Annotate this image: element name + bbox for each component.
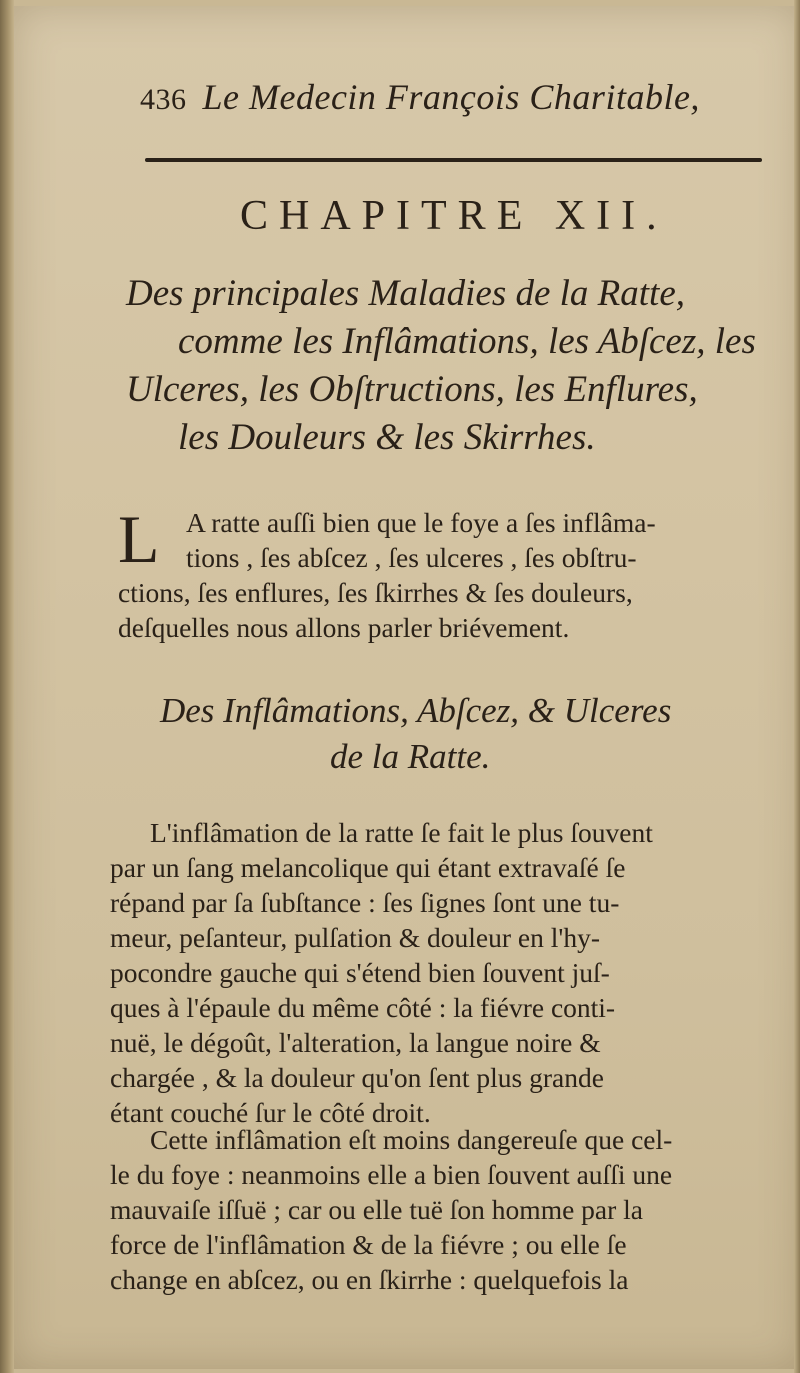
text-line: deſquelles nous allons parler briévement. [118, 612, 570, 643]
chapter-title [126, 270, 776, 462]
text-line: force de l'inflâmation & de la fiévre ; ou elle ſe [110, 1229, 627, 1260]
text-line: pocondre gauche qui s'étend bien ſouvent juſ- [110, 957, 610, 988]
text-line: étant couché ſur le côté droit. [110, 1097, 431, 1128]
text-line: tions , ſes abſcez , ſes ulceres , ſes obſtru- [186, 542, 637, 573]
text-line: nuë, le dégoût, l'alteration, la langue noire & [110, 1027, 601, 1058]
running-head [140, 76, 700, 118]
body-paragraph-1 [110, 815, 790, 1130]
text-line: ques à l'épaule du même côté : la fiévre conti- [110, 992, 616, 1023]
chapter-title-line: les Douleurs & les Skirrhes. [178, 417, 596, 458]
text-line: A ratte auſſi bien que le foye a ſes inflâma- [186, 507, 656, 538]
running-title: Le Medecin François Charitable, [202, 77, 700, 117]
chapter-heading: CHAPITRE XII. [240, 193, 668, 239]
chapter-title-line: Ulceres, les Obſtructions, les Enflures, [126, 369, 698, 410]
text-line: Cette inflâmation eſt moins dangereuſe que cel- [150, 1124, 673, 1155]
section-title-line: Des Inflâmations, Abſcez, & Ulceres [160, 691, 672, 730]
text-line: mauvaiſe iſſuë ; car ou elle tuë ſon homme par la [110, 1194, 644, 1225]
intro-paragraph [118, 501, 778, 645]
book-gutter [0, 0, 14, 1373]
chapter-title-line: comme les Inflâmations, les Abſcez, les [178, 321, 756, 362]
section-title [160, 688, 770, 780]
header-rule [145, 158, 762, 162]
text-line: chargée , & la douleur qu'on ſent plus grande [110, 1062, 604, 1093]
text-line: le du foye : neanmoins elle a bien ſouvent auſſi une [110, 1159, 673, 1190]
drop-cap: L [118, 501, 160, 577]
text-line: change en abſcez, ou en ſkirrhe : quelquefois la [110, 1264, 629, 1295]
page-edge [794, 0, 800, 1373]
text-line: répand par ſa ſubſtance : ſes ſignes ſont une tu- [110, 887, 620, 918]
text-line: par un ſang melancolique qui étant extravaſé ſe [110, 852, 626, 883]
section-title-line: de la Ratte. [330, 737, 491, 776]
text-line: ctions, ſes enflures, ſes ſkirrhes & ſes douleurs, [118, 577, 633, 608]
text-line: meur, peſanteur, pulſation & douleur en l'hy- [110, 922, 600, 953]
page-number: 436 [140, 83, 187, 116]
body-paragraph-2 [110, 1122, 790, 1297]
chapter-title-line: Des principales Maladies de la Ratte, [126, 273, 686, 314]
text-line: L'inflâmation de la ratte ſe fait le plus ſouvent [150, 817, 653, 848]
